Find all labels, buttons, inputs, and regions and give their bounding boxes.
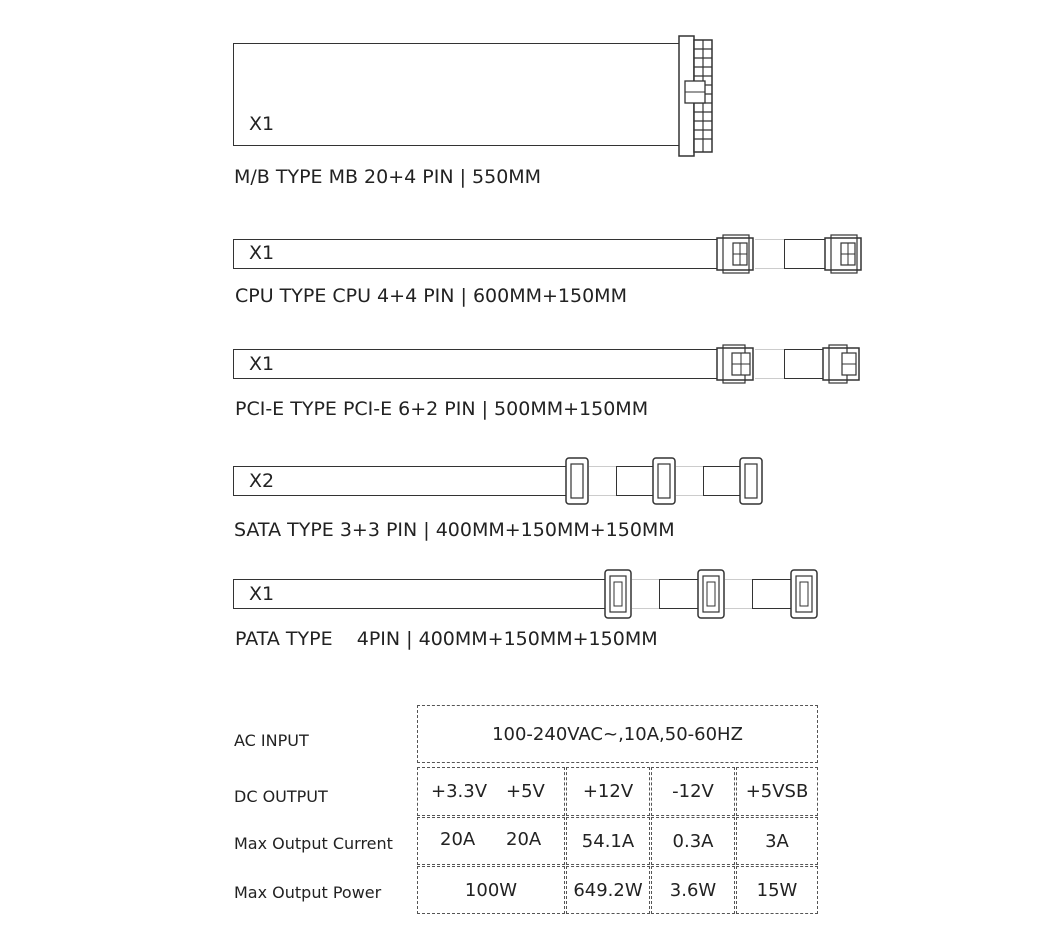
max-current-12v: 54.1A	[566, 817, 650, 865]
sata-extension-2	[703, 466, 743, 496]
max-power-label: Max Output Power	[234, 883, 382, 902]
sata-wire-1	[589, 466, 617, 496]
cpu-extension-wire	[755, 239, 785, 269]
max-current-label: Max Output Current	[234, 834, 393, 853]
pata-extension-1	[659, 579, 701, 609]
pcie-cable-qty: X1	[249, 353, 275, 375]
mb-24pin-connector-icon	[676, 33, 718, 159]
cpu-cable-body	[233, 239, 718, 269]
max-power-3v3-5v: 100W	[417, 866, 565, 914]
ac-input-value: 100-240VAC~,10A,50-60HZ	[417, 705, 818, 763]
dc-output-3v3: +3.3V	[431, 781, 488, 802]
max-power-neg12v: 3.6W	[651, 866, 735, 914]
mb-cable-qty: X1	[249, 113, 275, 135]
pata-molex-3-icon	[789, 568, 819, 620]
mb-cable-body	[233, 43, 681, 146]
sata-connector-1-icon	[564, 456, 590, 506]
dc-output-5vsb: +5VSB	[736, 767, 818, 816]
sata-cable-body	[233, 466, 573, 496]
max-power-12v: 649.2W	[566, 866, 650, 914]
mb-cable-caption: M/B TYPE MB 20+4 PIN | 550MM	[234, 166, 542, 188]
cpu-cable-caption: CPU TYPE CPU 4+4 PIN | 600MM+150MM	[235, 285, 627, 307]
pata-cable-body	[233, 579, 608, 609]
cpu-extension-body	[784, 239, 826, 269]
sata-connector-2-icon	[651, 456, 677, 506]
dc-output-label: DC OUTPUT	[234, 787, 328, 806]
sata-extension-1	[616, 466, 656, 496]
pcie-extension-wire	[755, 349, 785, 379]
max-current-5v: 20A	[506, 829, 542, 850]
dc-output-5v: +5V	[506, 781, 545, 802]
pata-extension-2	[752, 579, 794, 609]
sata-connector-3-icon	[738, 456, 764, 506]
pcie-cable-caption: PCI-E TYPE PCI-E 6+2 PIN | 500MM+150MM	[235, 398, 649, 420]
max-power-5vsb: 15W	[736, 866, 818, 914]
max-current-neg12v: 0.3A	[651, 817, 735, 865]
pata-wire-1	[632, 579, 660, 609]
cpu-4pin-connector-icon	[714, 234, 756, 274]
pcie-6pin-connector-icon	[714, 344, 756, 384]
pcie-cable-body	[233, 349, 718, 379]
dc-output-12v: +12V	[566, 767, 650, 816]
sata-cable-caption: SATA TYPE 3+3 PIN | 400MM+150MM+150MM	[234, 519, 675, 541]
pcie-2pin-connector-icon	[820, 344, 862, 384]
sata-wire-2	[676, 466, 704, 496]
pcie-extension-body	[784, 349, 824, 379]
pata-molex-1-icon	[603, 568, 633, 620]
max-current-5vsb: 3A	[736, 817, 818, 865]
pata-molex-2-icon	[696, 568, 726, 620]
pata-wire-2	[725, 579, 753, 609]
max-current-3v3: 20A	[440, 829, 476, 850]
pata-cable-qty: X1	[249, 583, 275, 605]
pata-cable-caption: PATA TYPE 4PIN | 400MM+150MM+150MM	[235, 628, 658, 650]
cpu-second-4pin-connector-icon	[822, 234, 864, 274]
cpu-cable-qty: X1	[249, 242, 275, 264]
dc-output-neg12v: -12V	[651, 767, 735, 816]
sata-cable-qty: X2	[249, 470, 275, 492]
ac-input-label: AC INPUT	[234, 731, 309, 750]
